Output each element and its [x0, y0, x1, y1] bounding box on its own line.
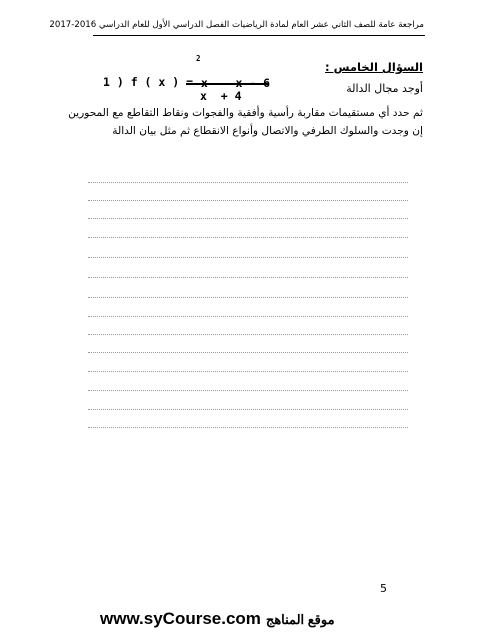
fraction-denominator: x + 4: [200, 89, 242, 103]
footer-watermark: [100, 609, 335, 629]
numerator-terms: – x - 6: [207, 76, 271, 90]
answer-line: [88, 427, 408, 428]
instruction-line-2: إن وجدت والسلوك الطرفي والاتصال وأنواع الانقطاع ثم مثل بيان الدالة: [112, 125, 423, 137]
answer-line: [88, 316, 408, 317]
question-prompt: أوجد مجال الدالة: [346, 82, 423, 95]
answer-line: [88, 352, 408, 353]
header-rule: [93, 35, 425, 36]
answer-line: [88, 200, 408, 201]
answer-line: [88, 218, 408, 219]
footer-site: www.syCourse.com: [100, 609, 261, 628]
instruction-line-1: ثم حدد أي مستقيمات مقاربة رأسية وأفقية والفجوات ونقاط التقاطع مع المحورين: [68, 107, 423, 119]
numerator-variable: x: [200, 76, 208, 90]
page-number: 5: [380, 582, 387, 595]
fraction-bar: [186, 83, 268, 85]
question-heading: السؤال الخامس :: [325, 60, 423, 74]
answer-line: [88, 371, 408, 372]
answer-line: [88, 277, 408, 278]
answer-line: [88, 257, 408, 258]
answer-line: [88, 237, 408, 238]
answer-line: [88, 182, 408, 183]
answer-line: [88, 297, 408, 298]
numerator-exponent: 2: [196, 54, 201, 63]
function-label: 1 ) f ( x ) =: [103, 75, 194, 89]
footer-arabic: موقع المناهج: [265, 612, 335, 627]
page-header: مراجعة عامة للصف الثاني عشر العام لمادة الرياضيات الفصل الدراسي الأول للعام الدراسي 2016-2017: [49, 20, 424, 30]
answer-line: [88, 409, 408, 410]
fraction-numerator: [187, 54, 271, 90]
answer-line: [88, 334, 408, 335]
answer-line: [88, 390, 408, 391]
